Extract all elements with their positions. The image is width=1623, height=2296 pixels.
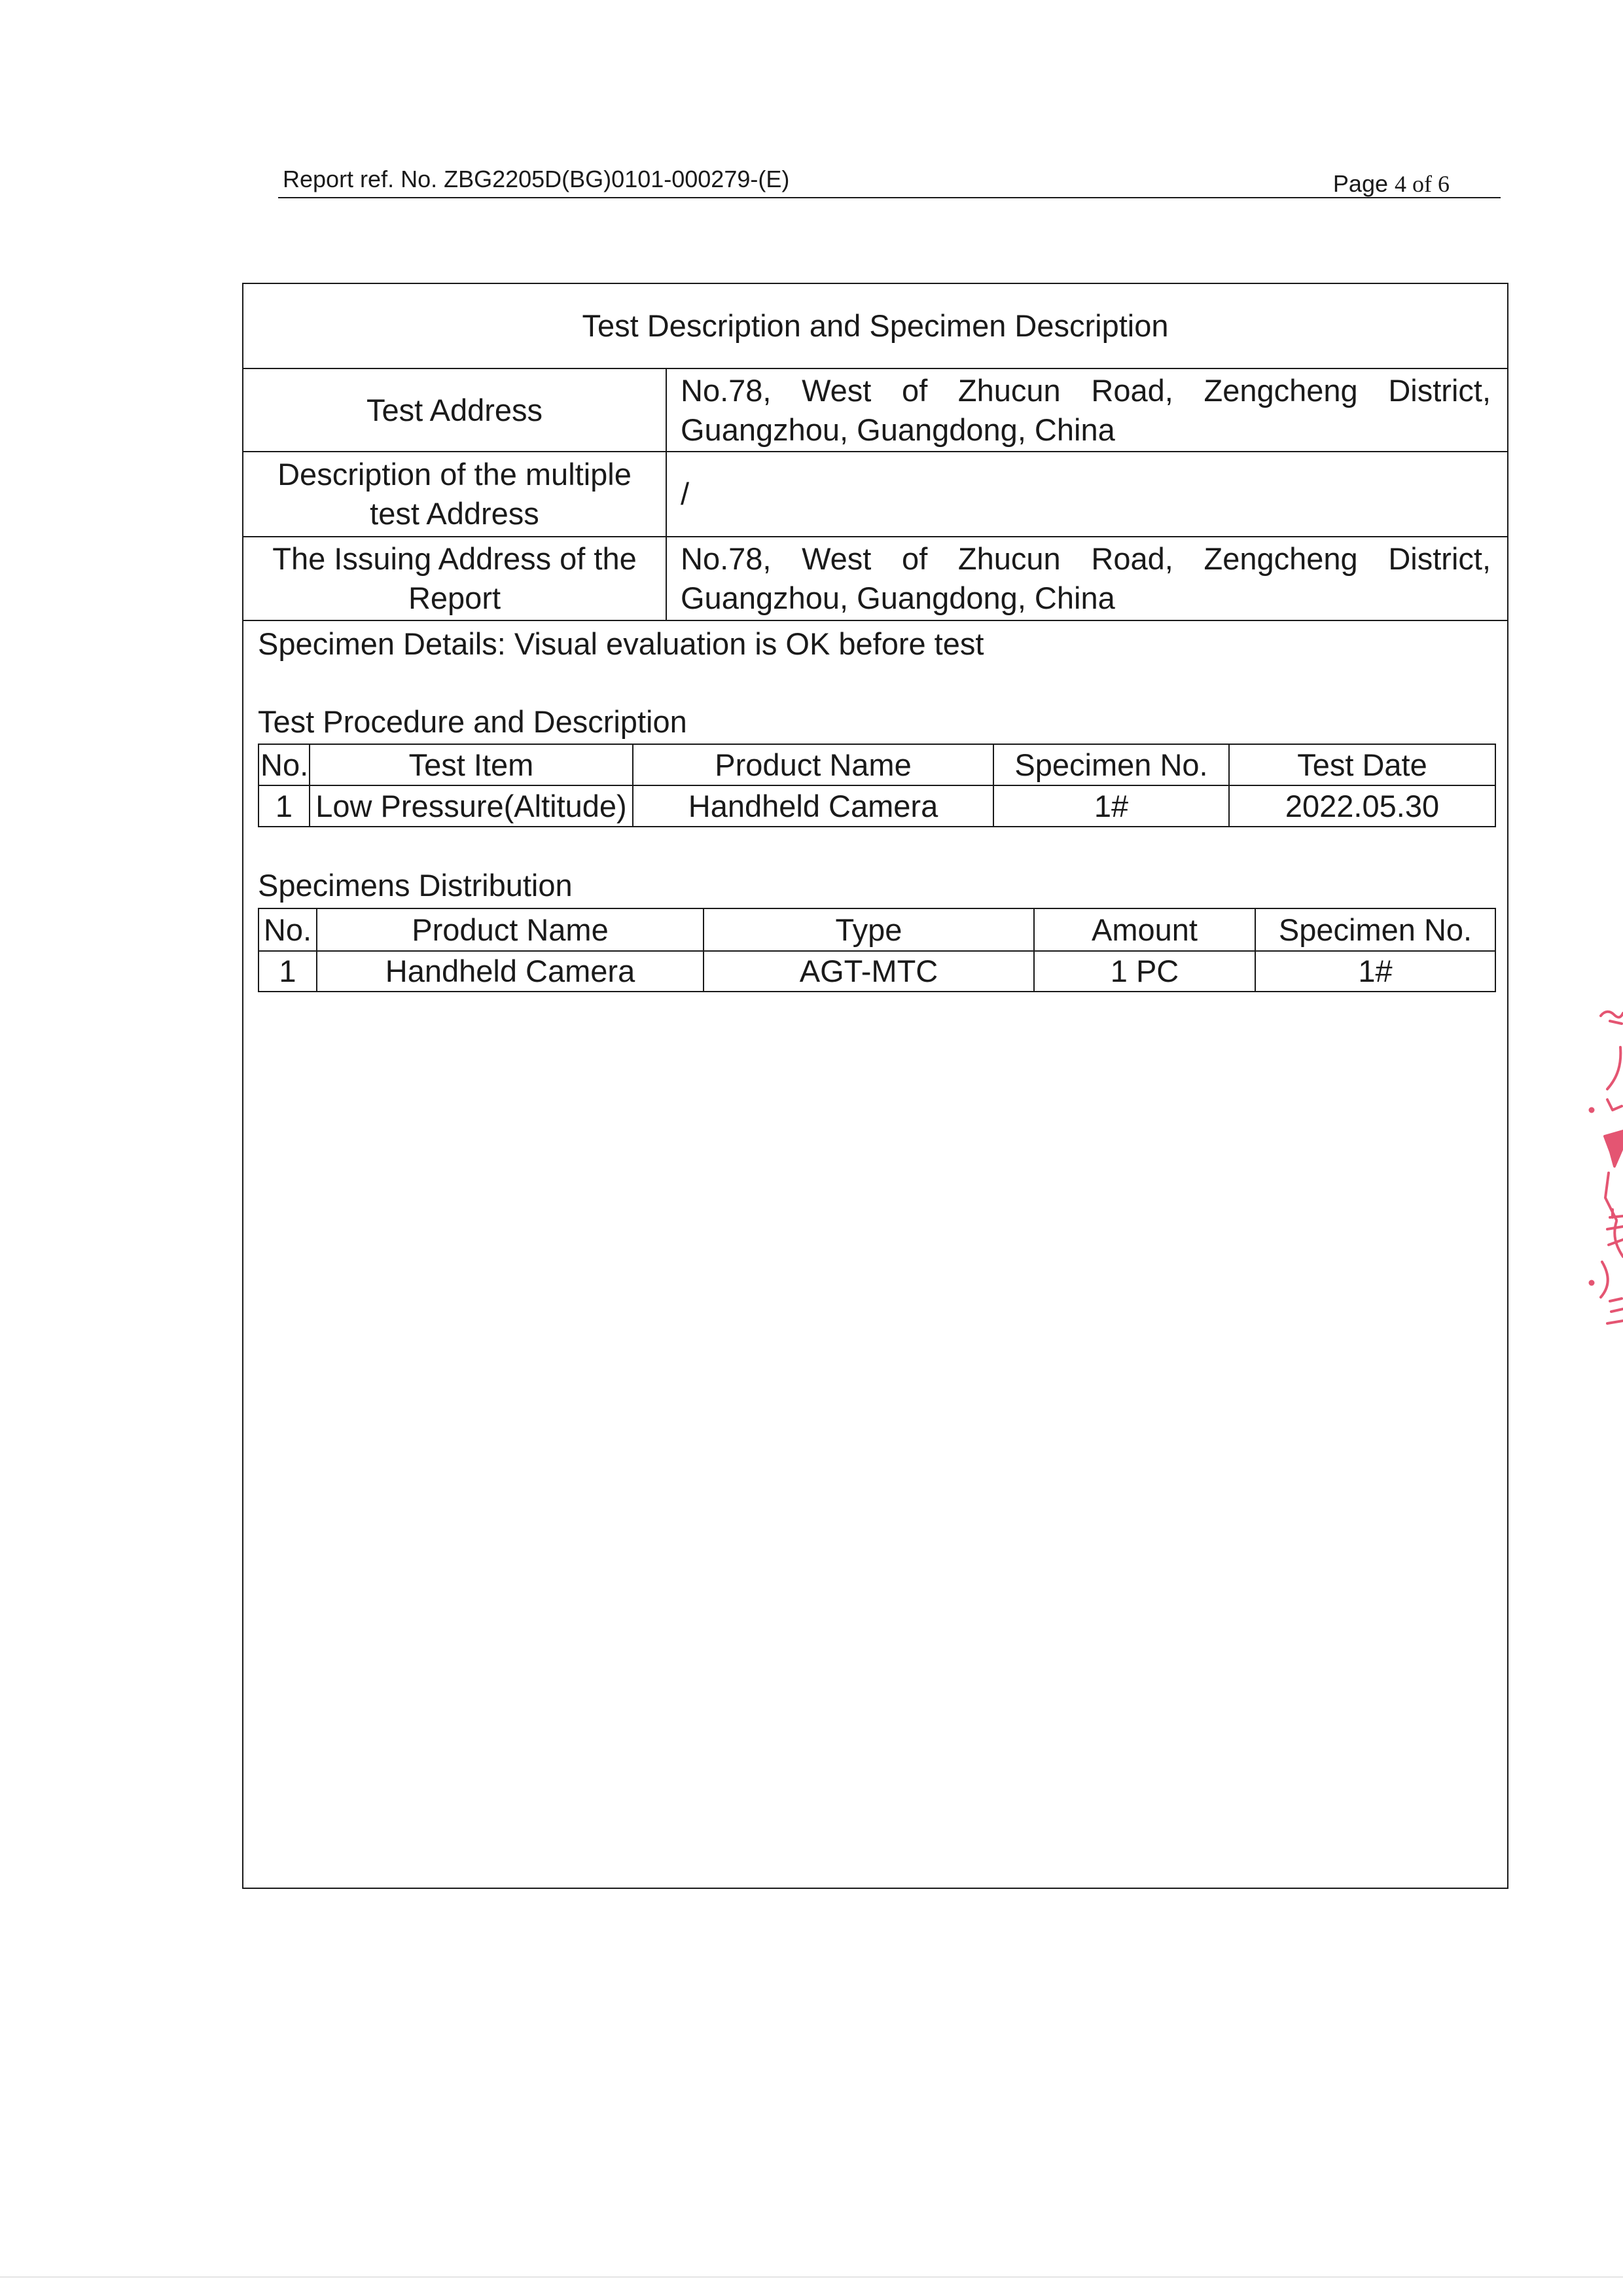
table-cell: 1 xyxy=(259,785,310,827)
seal-fragment-icon xyxy=(1584,1001,1623,1329)
table-cell: Handheld Camera xyxy=(633,785,993,827)
page-prefix: Page xyxy=(1332,170,1388,197)
table-cell: 1# xyxy=(993,785,1229,827)
scan-edge-line xyxy=(0,2276,1623,2278)
table-cell: 2022.05.30 xyxy=(1229,785,1495,827)
table-cell: 1 xyxy=(259,951,317,992)
table-header-row xyxy=(259,744,1495,785)
section-title: Test Description and Specimen Description xyxy=(243,284,1507,368)
issuing-address-label: The Issuing Address of the Report xyxy=(243,537,666,620)
page-number: 4 of 6 xyxy=(1395,171,1450,197)
test-description-table xyxy=(243,284,1507,621)
header-rule xyxy=(278,197,1501,198)
info-row xyxy=(243,368,1507,452)
multiple-address-label: Description of the multiple test Address xyxy=(243,452,666,537)
table-cell: Low Pressure(Altitude) xyxy=(310,785,633,827)
specimens-distribution-title: Specimens Distribution xyxy=(258,868,573,903)
test-address-label: Test Address xyxy=(243,368,666,452)
issuing-address-value: No.78, West of Zhucun Road, Zengcheng District, Guangzhou, Guangdong, China xyxy=(666,537,1507,620)
page-indicator xyxy=(1333,169,1450,199)
table-cell: AGT-MTC xyxy=(704,951,1034,992)
report-reference: Report ref. No. ZBG2205D(BG)0101-000279-(E) xyxy=(283,166,790,192)
column-header: Test Date xyxy=(1229,744,1495,785)
column-header: Type xyxy=(704,908,1034,951)
table-cell: 1# xyxy=(1255,951,1495,992)
section-title-row xyxy=(243,284,1507,368)
column-header: Product Name xyxy=(633,744,993,785)
test-procedure-table xyxy=(258,744,1496,827)
test-procedure-title: Test Procedure and Description xyxy=(258,704,687,739)
table-cell: 1 PC xyxy=(1034,951,1255,992)
multiple-address-value: / xyxy=(666,452,1507,537)
column-header: No. xyxy=(259,744,310,785)
column-header: Amount xyxy=(1034,908,1255,951)
table-row xyxy=(259,951,1495,992)
table-row xyxy=(259,785,1495,827)
column-header: No. xyxy=(259,908,317,951)
content-frame xyxy=(242,283,1508,1889)
column-header: Specimen No. xyxy=(1255,908,1495,951)
specimen-details: Specimen Details: Visual evaluation is OK before test xyxy=(258,626,984,661)
info-row xyxy=(243,537,1507,620)
column-header: Test Item xyxy=(310,744,633,785)
table-header-row xyxy=(259,908,1495,951)
info-row xyxy=(243,452,1507,537)
specimens-distribution-table xyxy=(258,908,1496,992)
column-header: Specimen No. xyxy=(993,744,1229,785)
table-cell: Handheld Camera xyxy=(317,951,704,992)
test-address-value: No.78, West of Zhucun Road, Zengcheng District, Guangzhou, Guangdong, China xyxy=(666,368,1507,452)
column-header: Product Name xyxy=(317,908,704,951)
